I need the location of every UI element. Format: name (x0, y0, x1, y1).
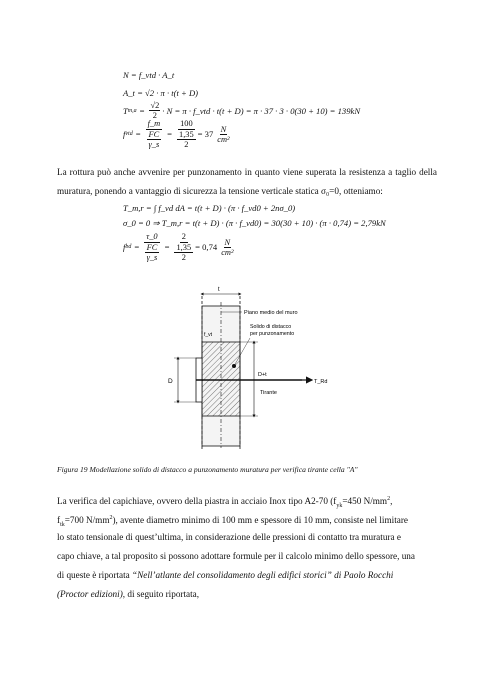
para2-l1-b: =450 N/mm (342, 496, 388, 507)
formula-tma-fraction (149, 101, 160, 120)
label-fvt: f_vt (204, 332, 213, 338)
label-t: t (218, 287, 220, 293)
formula-fvtd-n3: γ_s (148, 140, 160, 149)
figure-caption: Figura 19 Modellazione solido di distacco a punzonamento muratura per verifica tirante cella "A" (57, 465, 358, 474)
para2-l1-a: La verifica del capichiave, ovvero della piastra in acciaio Inox tipo A2-70 (f (57, 496, 337, 507)
para2-l1-sub: yk (336, 502, 343, 509)
para2-l5-c: di Paolo Rocchi (331, 570, 394, 580)
formula-n: N = f_vtd · A_t (123, 70, 175, 80)
formula-tma: T m,a = $\frac{√2}{2}$ · N = π · f_vtd · t(t + D) = π · 37 · 3 · 0(30 + 10) = 139kN (123, 101, 361, 120)
para2-line-4: capo chiave, a tal proposito si possono adottare formule per il calcolo minimo dello spessore, una (57, 551, 415, 561)
label-solido-1: Solido di distacco (250, 324, 292, 330)
formula-fbd-unit-d: cm² (221, 247, 234, 257)
para2-l2-a: f (57, 515, 61, 526)
formula-fbd-unit-n: N (224, 237, 231, 247)
formula-fbd-sub: bd (125, 244, 132, 251)
formula-at: A_t = √2 · π · t(t + D) (123, 88, 199, 98)
formula-fvtd-unit (216, 125, 230, 144)
para2-l2-b: =700 N/mm (64, 515, 110, 526)
para2-line-5 (57, 566, 393, 585)
formula-fbd-n1: τ_0 (146, 232, 158, 241)
para2-l2-c: ), avente diametro minimo di 100 mm e spessore di 10 mm, consiste nel limitare (112, 515, 408, 526)
formula-tma-num: √2 (150, 101, 160, 110)
para2-l6-a: (Proctor edizioni) (57, 589, 123, 599)
formula-fbd-unit (220, 238, 234, 257)
formula-tma-sub: m,a (127, 107, 137, 114)
para2-l5-b: “Nell’atlante del consolidamento degli edifici storici” (132, 570, 332, 580)
label-D: D (168, 378, 173, 385)
formula-tmr: T_m,r = ∫ f_vd dA = t(t + D) · (π · f_vd0 + 2nσ_0) (123, 203, 296, 213)
formula-fvtd-sub: vtd (125, 131, 133, 138)
formula-fbd-lhs: f (123, 242, 126, 253)
formula-fbd-result: = 0,74 (195, 242, 218, 253)
para2-l2-sub: tk (60, 521, 65, 528)
formula-tma-den: 2 (152, 111, 157, 120)
formula-tma-lhs: T (123, 105, 128, 116)
para2-l1-c: , (390, 496, 393, 507)
label-trd: T_Rd (314, 379, 328, 385)
formula-fbd-d2: 1,35 (176, 242, 192, 252)
formula-fvtd-lhs: f (123, 129, 126, 140)
formula-sigma: σ_0 = 0 ⇒ T_m,r = t(t + D) · (π · f_vd0) = 30(30 + 10) · (π · 0,74) = 2,79kN (123, 218, 386, 228)
formula-fvtd-n2: FC (148, 129, 160, 139)
para2-l5-a: di queste è riportata (57, 570, 133, 580)
para2-l2-sup: 2 (109, 515, 113, 521)
formula-fbd-stack-num (174, 232, 193, 263)
formula-fbd-n3: γ_s (146, 253, 158, 262)
formula-fbd-d1: 2 (181, 232, 186, 241)
formula-fvtd-unit-d: cm² (217, 134, 230, 144)
formula-fvtd-d1: 100 (180, 119, 193, 128)
formula-fvtd-unit-n: N (220, 124, 227, 134)
formula-tma-rhs: · N = π · f_vtd · t(t + D) = π · 37 · 3 · 0(30 + 10) = 139kN (162, 105, 361, 116)
formula-fvtd-stack-sym (146, 119, 163, 150)
formula-fvtd-n1: f_m (147, 119, 161, 128)
label-piano: Piano medio del muro (244, 310, 298, 316)
formula-fbd-n2: FC (146, 242, 158, 252)
formula-fvtd-result: = 37 (197, 129, 214, 140)
para2-line-6 (57, 585, 199, 604)
punching-diagram (150, 286, 370, 451)
formula-fvtd-d3: 2 (184, 140, 189, 149)
para2-l6-b: , di seguito riportata, (122, 589, 200, 599)
formula-fbd: f bd = τ_0 FC γ_s = 2 1,35 2 = 0,74 $\frac{N}{\text{cm²}}$ (123, 232, 234, 262)
label-solido-2: per punzonamento (250, 331, 295, 337)
formula-fvtd-stack-num (177, 119, 196, 150)
para2-line-3: lo stato tensionale di quest’ultima, in considerazione delle pressioni di contatto tra muratura e (57, 532, 401, 542)
label-Dt: D+t (258, 372, 267, 378)
para2-l1-sup: 2 (387, 496, 391, 502)
formula-fvtd: f vtd = f_m FC γ_s = 100 1,35 2 = 37 $\frac{N}{\text{cm²}}$ (123, 119, 230, 149)
formula-fbd-d3: 2 (181, 253, 186, 262)
formula-fvtd-d2: 1,35 (179, 129, 194, 139)
paragraph-1: La rottura può anche avvenire per punzonamento in quanto viene superata la resistenza a taglio della muratura, ponendo a vantaggio di sicurezza la tensione verticale statica σ₀=0, otteniamo: (57, 167, 437, 196)
formula-fbd-stack-sym (144, 232, 159, 263)
label-tirante: Tirante (260, 390, 277, 396)
